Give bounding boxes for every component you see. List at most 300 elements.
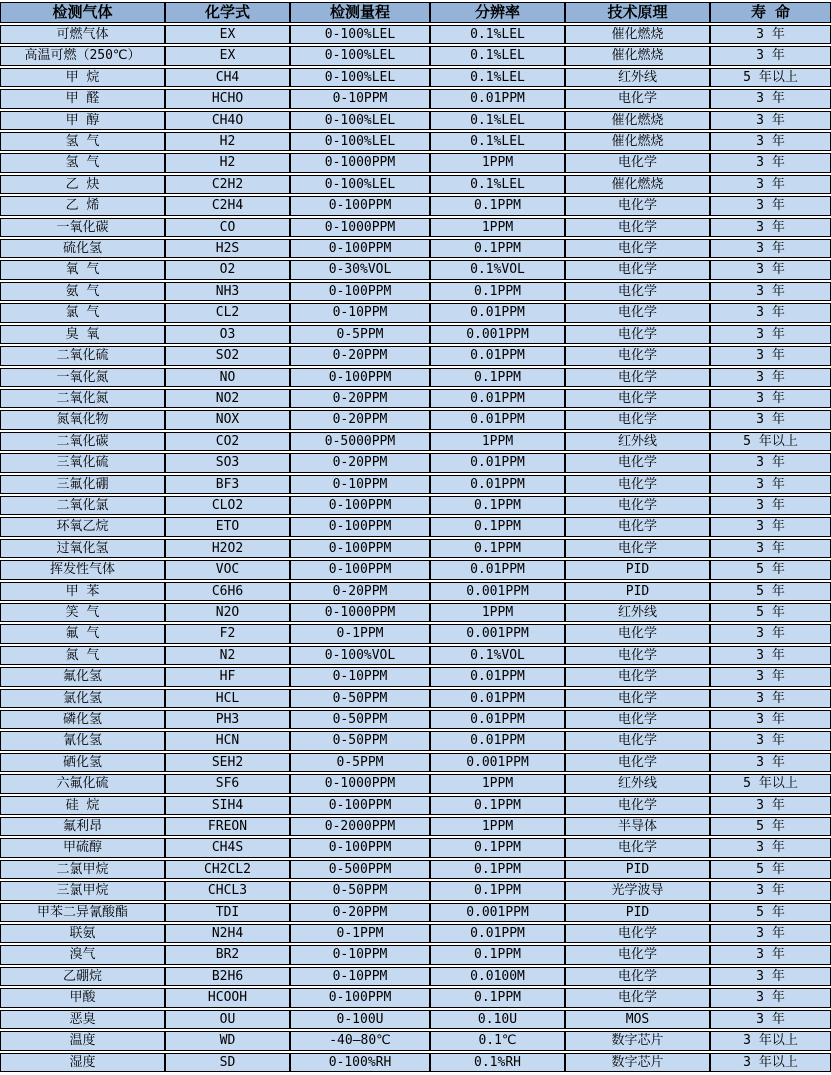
cell-lifespan: 3 年 [710,89,831,108]
cell-range: 0-100PPM [290,282,430,301]
cell-resolution: 0.1%LEL [430,175,565,194]
cell-principle: 电化学 [565,282,710,301]
cell-range: 0-100%LEL [290,46,430,65]
cell-range: 0-100PPM [290,539,430,558]
cell-resolution: 0.01PPM [430,710,565,729]
cell-range: 0-10PPM [290,475,430,494]
cell-range: 0-20PPM [290,582,430,601]
cell-lifespan: 3 年 [710,46,831,65]
cell-lifespan: 5 年以上 [710,774,831,793]
cell-lifespan: 5 年 [710,582,831,601]
header-resolution: 分辨率 [430,2,565,23]
cell-resolution: 0.0100M [430,967,565,986]
cell-range: 0-20PPM [290,453,430,472]
table-row [0,132,831,151]
cell-gas-name: 乙硼烷 [0,967,165,986]
cell-resolution: 0.01PPM [430,689,565,708]
cell-resolution: 0.1PPM [430,838,565,857]
cell-range: 0-100PPM [290,368,430,387]
cell-formula: H2 [165,132,290,151]
cell-gas-name: 湿度 [0,1053,165,1072]
cell-formula: VOC [165,560,290,579]
cell-gas-name: 氨 气 [0,282,165,301]
cell-gas-name: 甲 烷 [0,68,165,87]
cell-formula: F2 [165,624,290,643]
cell-resolution: 0.1PPM [430,282,565,301]
table-row [0,46,831,65]
cell-principle: 电化学 [565,389,710,408]
table-row [0,153,831,172]
cell-range: 0-20PPM [290,410,430,429]
cell-formula: BR2 [165,945,290,964]
cell-formula: CO [165,218,290,237]
cell-gas-name: 氟 气 [0,624,165,643]
cell-lifespan: 3 年 [710,453,831,472]
cell-principle: 电化学 [565,368,710,387]
cell-range: 0-100PPM [290,838,430,857]
cell-formula: CH4S [165,838,290,857]
cell-formula: EX [165,46,290,65]
cell-formula: CH2CL2 [165,860,290,879]
cell-principle: 电化学 [565,218,710,237]
header-lifespan: 寿 命 [710,2,831,23]
cell-formula: WD [165,1031,290,1050]
cell-principle: MOS [565,1010,710,1029]
cell-principle: 电化学 [565,153,710,172]
cell-lifespan: 3 年 [710,988,831,1007]
cell-gas-name: 高温可燃（250℃） [0,46,165,65]
cell-range: 0-10PPM [290,89,430,108]
cell-lifespan: 3 年 [710,689,831,708]
cell-resolution: 0.1PPM [430,796,565,815]
cell-formula: CH4 [165,68,290,87]
table-row [0,196,831,215]
cell-lifespan: 3 年 [710,731,831,750]
cell-principle: 电化学 [565,796,710,815]
cell-gas-name: 环氧乙烷 [0,517,165,536]
cell-principle: 电化学 [565,838,710,857]
table-row [0,838,831,857]
cell-range: 0-100%LEL [290,68,430,87]
cell-gas-name: 二氧化硫 [0,346,165,365]
cell-gas-name: 甲硫醇 [0,838,165,857]
table-row [0,967,831,986]
cell-lifespan: 3 年 [710,389,831,408]
cell-lifespan: 3 年 [710,325,831,344]
table-row [0,282,831,301]
cell-resolution: 1PPM [430,603,565,622]
cell-range: 0-20PPM [290,346,430,365]
cell-formula: C6H6 [165,582,290,601]
cell-resolution: 0.1%LEL [430,132,565,151]
cell-gas-name: 甲 苯 [0,582,165,601]
cell-range: 0-100%LEL [290,132,430,151]
cell-formula: SF6 [165,774,290,793]
cell-resolution: 0.1PPM [430,517,565,536]
table-row [0,881,831,900]
cell-lifespan: 3 年 [710,624,831,643]
table-row [0,945,831,964]
table-row [0,432,831,451]
cell-resolution: 0.1%VOL [430,260,565,279]
cell-formula: NO [165,368,290,387]
cell-gas-name: 三氯甲烷 [0,881,165,900]
cell-formula: EX [165,25,290,44]
cell-gas-name: 挥发性气体 [0,560,165,579]
table-row [0,731,831,750]
cell-resolution: 0.1℃ [430,1031,565,1050]
cell-lifespan: 3 年 [710,196,831,215]
cell-formula: SD [165,1053,290,1072]
cell-range: 0-100%VOL [290,646,430,665]
header-gas-name: 检测气体 [0,2,165,23]
cell-formula: N2 [165,646,290,665]
cell-principle: 电化学 [565,945,710,964]
cell-resolution: 0.1%VOL [430,646,565,665]
cell-principle: 电化学 [565,260,710,279]
cell-range: 0-100PPM [290,988,430,1007]
cell-principle: 电化学 [565,89,710,108]
cell-resolution: 0.1%RH [430,1053,565,1072]
cell-resolution: 0.1%LEL [430,111,565,130]
cell-principle: PID [565,903,710,922]
cell-range: 0-1PPM [290,924,430,943]
cell-formula: C2H2 [165,175,290,194]
cell-gas-name: 乙 烯 [0,196,165,215]
cell-principle: 电化学 [565,646,710,665]
table-row [0,603,831,622]
cell-range: 0-100PPM [290,796,430,815]
cell-principle: 电化学 [565,453,710,472]
cell-resolution: 0.1PPM [430,239,565,258]
cell-gas-name: 温度 [0,1031,165,1050]
cell-lifespan: 5 年以上 [710,68,831,87]
cell-principle: 催化燃烧 [565,25,710,44]
cell-lifespan: 3 年 [710,239,831,258]
cell-range: 0-100%LEL [290,111,430,130]
cell-gas-name: 二氧化氮 [0,389,165,408]
table-row [0,796,831,815]
cell-principle: PID [565,582,710,601]
cell-lifespan: 3 年 [710,881,831,900]
cell-range: 0-100PPM [290,239,430,258]
table-row [0,539,831,558]
cell-formula: HF [165,667,290,686]
table-row [0,753,831,772]
cell-formula: B2H6 [165,967,290,986]
cell-range: 0-1PPM [290,624,430,643]
cell-resolution: 1PPM [430,153,565,172]
cell-range: 0-100%LEL [290,25,430,44]
cell-gas-name: 甲酸 [0,988,165,1007]
table-row [0,175,831,194]
cell-formula: NH3 [165,282,290,301]
cell-gas-name: 氯化氢 [0,689,165,708]
cell-formula: N2H4 [165,924,290,943]
cell-formula: N2O [165,603,290,622]
table-row [0,325,831,344]
table-row [0,260,831,279]
table-row [0,303,831,322]
cell-resolution: 0.001PPM [430,624,565,643]
cell-formula: CL2 [165,303,290,322]
cell-formula: HCL [165,689,290,708]
cell-lifespan: 3 年 [710,153,831,172]
cell-gas-name: 一氧化氮 [0,368,165,387]
cell-resolution: 0.10U [430,1010,565,1029]
cell-principle: 红外线 [565,774,710,793]
cell-formula: H2S [165,239,290,258]
cell-formula: SIH4 [165,796,290,815]
cell-gas-name: 氢 气 [0,153,165,172]
cell-formula: CHCL3 [165,881,290,900]
cell-lifespan: 3 年 [710,346,831,365]
table-row [0,903,831,922]
cell-gas-name: 一氧化碳 [0,218,165,237]
cell-lifespan: 3 年 [710,175,831,194]
cell-lifespan: 5 年 [710,860,831,879]
cell-formula: H2O2 [165,539,290,558]
header-row [0,2,831,23]
header-range: 检测量程 [290,2,430,23]
cell-resolution: 0.01PPM [430,731,565,750]
cell-formula: NO2 [165,389,290,408]
cell-resolution: 1PPM [430,218,565,237]
cell-resolution: 0.01PPM [430,560,565,579]
cell-lifespan: 3 年 [710,710,831,729]
cell-gas-name: 可燃气体 [0,25,165,44]
cell-gas-name: 氮氧化物 [0,410,165,429]
table-row [0,1053,831,1072]
cell-principle: 数字芯片 [565,1053,710,1072]
cell-range: 0-1000PPM [290,603,430,622]
cell-gas-name: 氢 气 [0,132,165,151]
cell-resolution: 0.01PPM [430,667,565,686]
cell-lifespan: 3 年 [710,282,831,301]
cell-principle: 电化学 [565,517,710,536]
cell-gas-name: 六氟化硫 [0,774,165,793]
cell-gas-name: 甲 醇 [0,111,165,130]
cell-resolution: 0.1PPM [430,496,565,515]
table-row [0,517,831,536]
cell-principle: 电化学 [565,689,710,708]
cell-resolution: 0.1PPM [430,196,565,215]
table-row [0,710,831,729]
cell-principle: 电化学 [565,753,710,772]
cell-range: 0-50PPM [290,710,430,729]
cell-gas-name: 磷化氢 [0,710,165,729]
cell-principle: 电化学 [565,667,710,686]
cell-range: 0-10PPM [290,967,430,986]
cell-resolution: 0.1PPM [430,539,565,558]
table-row [0,218,831,237]
table-row [0,68,831,87]
cell-range: 0-5000PPM [290,432,430,451]
table-row [0,624,831,643]
table-row [0,560,831,579]
cell-resolution: 0.01PPM [430,453,565,472]
cell-gas-name: 甲 醛 [0,89,165,108]
table-row [0,988,831,1007]
cell-range: 0-500PPM [290,860,430,879]
table-row [0,1031,831,1050]
cell-resolution: 0.01PPM [430,924,565,943]
header-formula: 化学式 [165,2,290,23]
table-row [0,111,831,130]
cell-gas-name: 三氧化硫 [0,453,165,472]
cell-range: 0-100PPM [290,196,430,215]
cell-lifespan: 3 年 [710,132,831,151]
table-row [0,475,831,494]
cell-principle: 数字芯片 [565,1031,710,1050]
cell-lifespan: 5 年以上 [710,432,831,451]
cell-gas-name: 二氧化碳 [0,432,165,451]
cell-principle: 电化学 [565,496,710,515]
cell-formula: FREON [165,817,290,836]
table-row [0,346,831,365]
cell-resolution: 0.01PPM [430,475,565,494]
cell-lifespan: 3 年 [710,1010,831,1029]
cell-formula: H2 [165,153,290,172]
cell-resolution: 0.1PPM [430,945,565,964]
cell-resolution: 0.001PPM [430,753,565,772]
cell-formula: ETO [165,517,290,536]
cell-resolution: 0.1PPM [430,860,565,879]
cell-range: 0-5PPM [290,325,430,344]
cell-principle: 催化燃烧 [565,46,710,65]
cell-lifespan: 3 年 [710,796,831,815]
cell-lifespan: 3 年 [710,368,831,387]
cell-gas-name: 氧 气 [0,260,165,279]
cell-lifespan: 3 年 [710,539,831,558]
cell-formula: CH4O [165,111,290,130]
cell-range: 0-5PPM [290,753,430,772]
table-row [0,1010,831,1029]
cell-range: 0-50PPM [290,731,430,750]
cell-range: 0-20PPM [290,389,430,408]
cell-range: 0-20PPM [290,903,430,922]
table-row [0,496,831,515]
table-row [0,667,831,686]
table-row [0,239,831,258]
cell-principle: 电化学 [565,325,710,344]
cell-range: 0-100PPM [290,560,430,579]
cell-range: 0-10PPM [290,303,430,322]
cell-principle: 电化学 [565,196,710,215]
cell-resolution: 0.1PPM [430,988,565,1007]
table-row [0,410,831,429]
cell-range: 0-100PPM [290,496,430,515]
cell-formula: O2 [165,260,290,279]
cell-principle: 电化学 [565,239,710,258]
cell-gas-name: 氮 气 [0,646,165,665]
cell-gas-name: 硒化氢 [0,753,165,772]
cell-resolution: 0.01PPM [430,89,565,108]
table-row [0,453,831,472]
cell-lifespan: 5 年 [710,560,831,579]
cell-formula: HCN [165,731,290,750]
cell-gas-name: 三氟化硼 [0,475,165,494]
cell-formula: O3 [165,325,290,344]
cell-resolution: 0.1PPM [430,368,565,387]
header-principle: 技术原理 [565,2,710,23]
cell-gas-name: 氟利昂 [0,817,165,836]
cell-resolution: 0.001PPM [430,325,565,344]
cell-gas-name: 恶臭 [0,1010,165,1029]
cell-formula: C2H4 [165,196,290,215]
cell-lifespan: 3 年 [710,496,831,515]
table-row [0,689,831,708]
cell-range: 0-100U [290,1010,430,1029]
cell-lifespan: 3 年 [710,924,831,943]
cell-range: 0-1000PPM [290,774,430,793]
cell-principle: 红外线 [565,603,710,622]
cell-principle: 电化学 [565,410,710,429]
cell-lifespan: 3 年 [710,218,831,237]
cell-lifespan: 3 年 [710,838,831,857]
cell-resolution: 0.01PPM [430,303,565,322]
cell-gas-name: 过氧化氢 [0,539,165,558]
cell-gas-name: 氰化氢 [0,731,165,750]
cell-formula: CO2 [165,432,290,451]
cell-resolution: 1PPM [430,817,565,836]
cell-formula: PH3 [165,710,290,729]
cell-formula: BF3 [165,475,290,494]
cell-lifespan: 3 年 [710,25,831,44]
cell-principle: PID [565,860,710,879]
cell-lifespan: 5 年 [710,903,831,922]
cell-gas-name: 乙 炔 [0,175,165,194]
cell-resolution: 0.1PPM [430,881,565,900]
cell-range: 0-1000PPM [290,153,430,172]
table-row [0,860,831,879]
cell-gas-name: 硅 烷 [0,796,165,815]
table-row [0,817,831,836]
cell-lifespan: 3 年以上 [710,1053,831,1072]
cell-principle: 电化学 [565,924,710,943]
cell-range: -40—80℃ [290,1031,430,1050]
cell-lifespan: 3 年 [710,646,831,665]
cell-lifespan: 3 年 [710,111,831,130]
cell-lifespan: 3 年 [710,517,831,536]
cell-resolution: 0.1%LEL [430,68,565,87]
cell-resolution: 1PPM [430,432,565,451]
cell-principle: 光学波导 [565,881,710,900]
cell-principle: 电化学 [565,710,710,729]
cell-principle: 电化学 [565,475,710,494]
cell-lifespan: 3 年以上 [710,1031,831,1050]
cell-range: 0-50PPM [290,689,430,708]
cell-resolution: 1PPM [430,774,565,793]
cell-resolution: 0.01PPM [430,346,565,365]
cell-gas-name: 氯 气 [0,303,165,322]
cell-principle: 电化学 [565,346,710,365]
cell-principle: 电化学 [565,988,710,1007]
cell-resolution: 0.001PPM [430,903,565,922]
cell-principle: 催化燃烧 [565,132,710,151]
cell-formula: TDI [165,903,290,922]
cell-gas-name: 臭 氧 [0,325,165,344]
cell-range: 0-1000PPM [290,218,430,237]
cell-lifespan: 3 年 [710,410,831,429]
cell-gas-name: 氟化氢 [0,667,165,686]
cell-formula: SO3 [165,453,290,472]
cell-resolution: 0.1%LEL [430,46,565,65]
cell-range: 0-50PPM [290,881,430,900]
cell-lifespan: 3 年 [710,475,831,494]
table-row [0,25,831,44]
table-row [0,368,831,387]
